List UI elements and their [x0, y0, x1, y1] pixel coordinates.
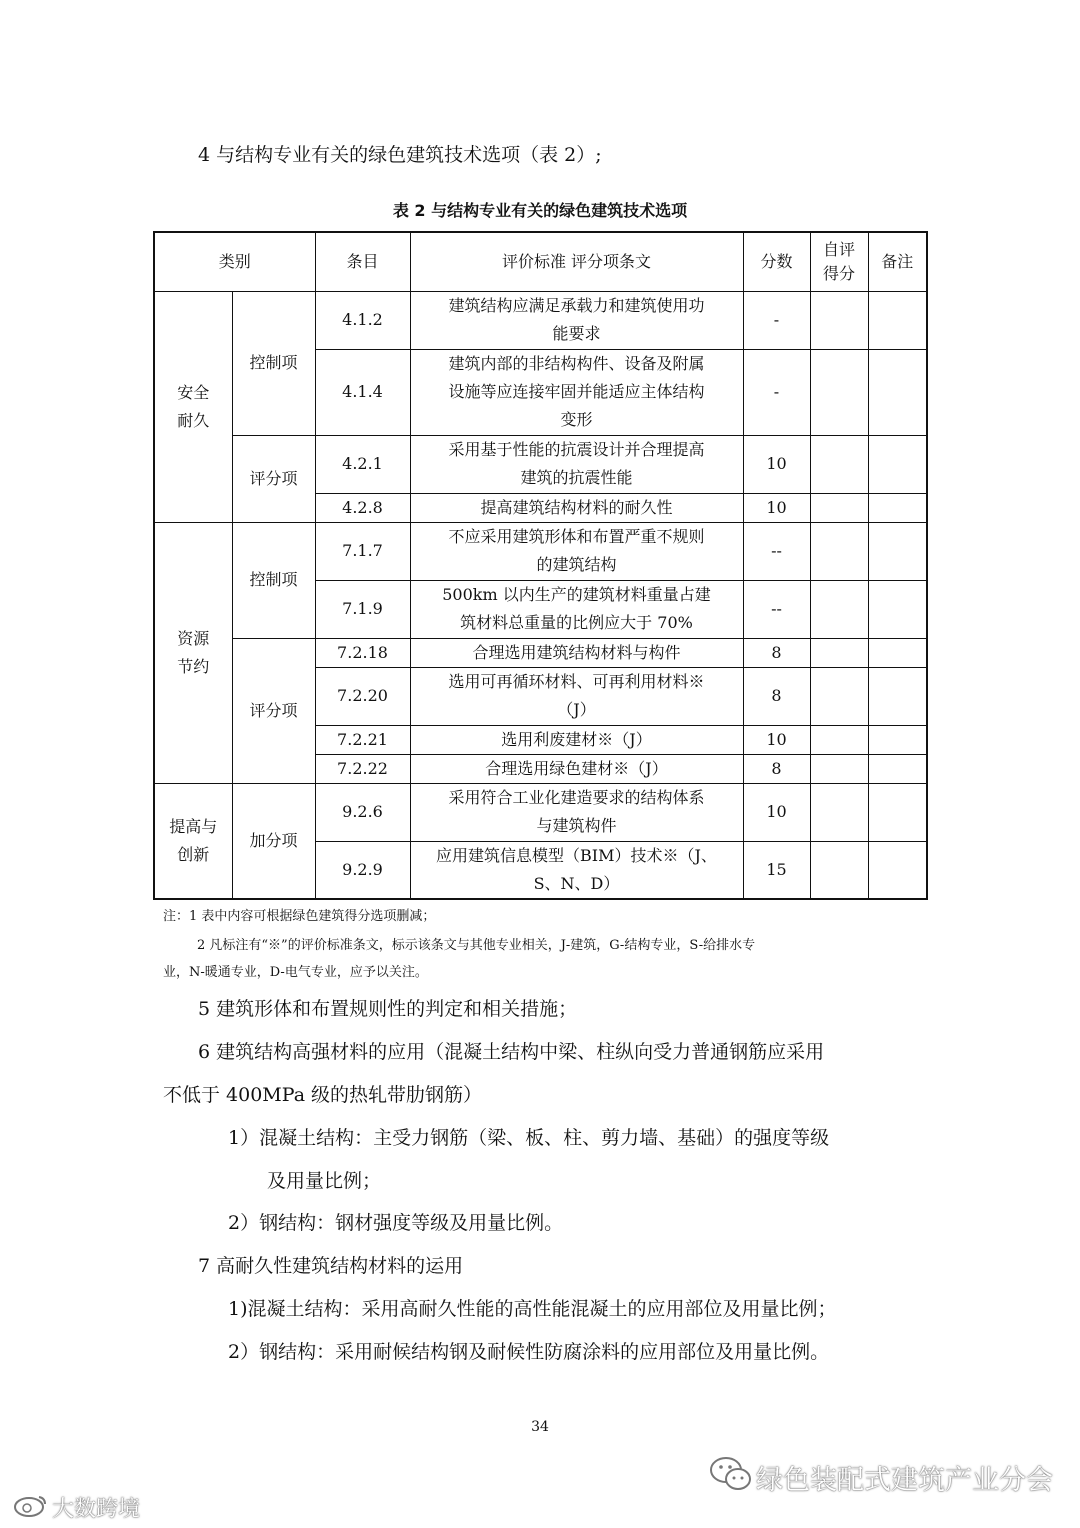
- body-item-6-sub2: 2）钢结构：钢材强度等级及用量比例。: [228, 1212, 564, 1234]
- table-row: [154, 638, 927, 667]
- row-score: 8: [743, 667, 810, 725]
- page-number: 34: [531, 1419, 549, 1435]
- row-self-score: [810, 291, 868, 349]
- row-remark: [868, 580, 927, 638]
- row-item: 7.2.21: [315, 725, 410, 754]
- group-innovation: 提高与 创新: [154, 783, 232, 899]
- row-remark: [868, 493, 927, 522]
- header-remark: 备注: [868, 232, 927, 291]
- row-score: 8: [743, 754, 810, 783]
- row-item: 9.2.9: [315, 841, 410, 899]
- table-row: [154, 291, 927, 349]
- body-item-7-sub1: 1)混凝土结构：采用高耐久性能的高性能混凝土的应用部位及用量比例；: [228, 1298, 837, 1320]
- row-text: 500km 以内生产的建筑材料重量占建 筑材料总重量的比例应大于 70%: [410, 580, 743, 638]
- wechat-icon: [708, 1454, 754, 1494]
- subgroup-resource-score: 评分项: [232, 638, 315, 783]
- row-score: 10: [743, 435, 810, 493]
- row-score: 15: [743, 841, 810, 899]
- table-row: [154, 522, 927, 580]
- header-item: 条目: [315, 232, 410, 291]
- header-self-score: 自评 得分: [810, 232, 868, 291]
- row-self-score: [810, 725, 868, 754]
- row-remark: [868, 667, 927, 725]
- row-self-score: [810, 667, 868, 725]
- table-row: [154, 783, 927, 841]
- row-self-score: [810, 493, 868, 522]
- row-self-score: [810, 638, 868, 667]
- heading-item-4: 4 与结构专业有关的绿色建筑技术选项（表 2）;: [198, 144, 602, 166]
- row-self-score: [810, 435, 868, 493]
- row-score: --: [743, 580, 810, 638]
- row-score: 10: [743, 725, 810, 754]
- subgroup-safety-control: 控制项: [232, 291, 315, 435]
- row-item: 4.1.2: [315, 291, 410, 349]
- subgroup-resource-control: 控制项: [232, 522, 315, 638]
- header-criteria: 评价标准 评分项条文: [410, 232, 743, 291]
- row-text: 选用利废建材※（J）: [410, 725, 743, 754]
- row-text: 建筑内部的非结构构件、设备及附属 设施等应连接牢固并能适应主体结构 变形: [410, 349, 743, 435]
- row-self-score: [810, 349, 868, 435]
- row-item: 7.2.20: [315, 667, 410, 725]
- table-caption: 表 2 与结构专业有关的绿色建筑技术选项: [392, 201, 688, 220]
- row-item: 7.2.22: [315, 754, 410, 783]
- header-score: 分数: [743, 232, 810, 291]
- body-item-5: 5 建筑形体和布置规则性的判定和相关措施；: [198, 998, 578, 1020]
- row-text: 采用基于性能的抗震设计并合理提高 建筑的抗震性能: [410, 435, 743, 493]
- row-score: -: [743, 349, 810, 435]
- row-text: 不应采用建筑形体和布置严重不规则 的建筑结构: [410, 522, 743, 580]
- row-item: 4.1.4: [315, 349, 410, 435]
- body-item-6-sub1-line1: 1）混凝土结构：主受力钢筋（梁、板、柱、剪力墙、基础）的强度等级: [228, 1127, 830, 1149]
- watermark-left: 大数跨境: [52, 1497, 141, 1522]
- table-row: [154, 435, 927, 493]
- row-text: 采用符合工业化建造要求的结构体系 与建筑构件: [410, 783, 743, 841]
- row-score: -: [743, 291, 810, 349]
- subgroup-innovation-bonus: 加分项: [232, 783, 315, 899]
- row-item: 7.1.7: [315, 522, 410, 580]
- row-item: 4.2.1: [315, 435, 410, 493]
- table-note-2-line2: 业，N-暖通专业，D-电气专业，应予以关注。: [163, 965, 428, 980]
- row-remark: [868, 725, 927, 754]
- weibo-icon: [12, 1492, 50, 1518]
- row-text: 合理选用建筑结构材料与构件: [410, 638, 743, 667]
- row-remark: [868, 783, 927, 841]
- row-score: 10: [743, 493, 810, 522]
- row-self-score: [810, 841, 868, 899]
- watermark-right: 绿色装配式建筑产业分会: [756, 1465, 1053, 1496]
- row-text: 合理选用绿色建材※（J）: [410, 754, 743, 783]
- subgroup-safety-score: 评分项: [232, 435, 315, 522]
- group-safety: 安全 耐久: [154, 291, 232, 522]
- row-text: 选用可再循环材料、可再利用材料※ （J）: [410, 667, 743, 725]
- row-self-score: [810, 754, 868, 783]
- row-score: 10: [743, 783, 810, 841]
- row-item: 4.2.8: [315, 493, 410, 522]
- row-self-score: [810, 580, 868, 638]
- header-category: 类别: [154, 232, 315, 291]
- row-score: --: [743, 522, 810, 580]
- row-remark: [868, 349, 927, 435]
- table-note-2-line1: 2 凡标注有“※”的评价标准条文，标示该条文与其他专业相关，J-建筑，G-结构专业，S-给排水专: [197, 938, 756, 953]
- row-remark: [868, 291, 927, 349]
- row-text: 提高建筑结构材料的耐久性: [410, 493, 743, 522]
- row-score: 8: [743, 638, 810, 667]
- row-self-score: [810, 783, 868, 841]
- body-item-6-line2: 不低于 400MPa 级的热轧带肋钢筋）: [163, 1084, 483, 1106]
- table-header-row: [154, 232, 927, 291]
- body-item-6-line1: 6 建筑结构高强材料的应用（混凝土结构中梁、柱纵向受力普通钢筋应采用: [198, 1041, 825, 1063]
- green-building-table: [153, 231, 928, 900]
- table-note-1: 注：1 表中内容可根据绿色建筑得分选项删减；: [163, 909, 436, 924]
- row-item: 7.1.9: [315, 580, 410, 638]
- body-item-7: 7 高耐久性建筑结构材料的运用: [198, 1255, 464, 1277]
- body-item-6-sub1-line2: 及用量比例；: [267, 1170, 382, 1192]
- row-remark: [868, 841, 927, 899]
- row-text: 建筑结构应满足承载力和建筑使用功 能要求: [410, 291, 743, 349]
- row-remark: [868, 754, 927, 783]
- group-resource: 资源 节约: [154, 522, 232, 783]
- body-item-7-sub2: 2）钢结构：采用耐候结构钢及耐候性防腐涂料的应用部位及用量比例。: [228, 1341, 830, 1363]
- row-item: 9.2.6: [315, 783, 410, 841]
- row-item: 7.2.18: [315, 638, 410, 667]
- row-remark: [868, 435, 927, 493]
- row-text: 应用建筑信息模型（BIM）技术※（J、 S、N、D）: [410, 841, 743, 899]
- row-remark: [868, 522, 927, 580]
- row-self-score: [810, 522, 868, 580]
- row-remark: [868, 638, 927, 667]
